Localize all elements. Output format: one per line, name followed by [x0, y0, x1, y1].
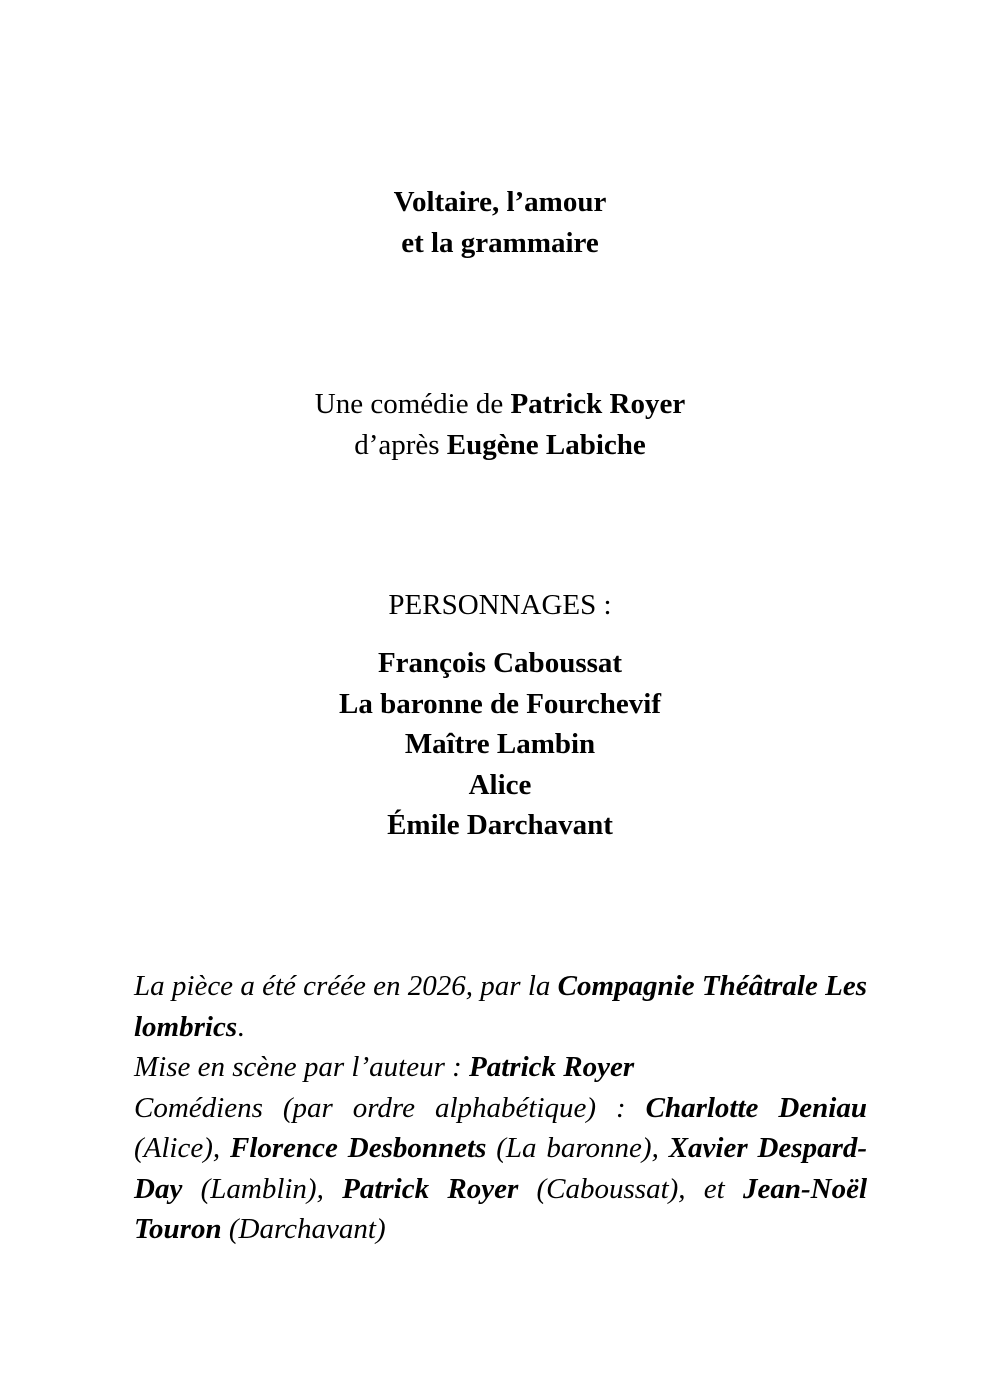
- byline-prefix: Une comédie de: [314, 388, 511, 420]
- title-line-2: et la grammaire: [401, 227, 599, 259]
- title-line-1: Voltaire, l’amour: [393, 186, 607, 218]
- play-title: [0, 182, 1000, 264]
- actor-name: Patrick Royer: [342, 1172, 519, 1205]
- character-name: Alice: [468, 768, 532, 801]
- actors-note: [134, 1088, 867, 1250]
- actor-role: (Darchavant): [221, 1213, 386, 1245]
- direction-note: [134, 1047, 867, 1088]
- byline: [0, 384, 1000, 466]
- company-name: Compagnie Théâtrale Les lombrics: [134, 970, 867, 1043]
- actor-role: (Lamblin),: [182, 1172, 343, 1205]
- character-name: Maître Lambin: [404, 728, 596, 760]
- production-credits: [134, 966, 867, 1250]
- creation-prefix: La pièce a été créée en 2026, par la: [134, 970, 558, 1002]
- author-name: Patrick Royer: [510, 388, 686, 420]
- actors-prefix: Comédiens (par ordre alphabétique) :: [134, 1091, 646, 1124]
- actor-name: Florence Desbonnets: [230, 1132, 487, 1164]
- direction-prefix: Mise en scène par l’auteur :: [134, 1051, 470, 1083]
- source-prefix: d’après: [354, 429, 447, 461]
- director-name: Patrick Royer: [469, 1051, 635, 1083]
- source-author-name: Eugène Labiche: [446, 429, 646, 461]
- cast-heading: PERSONNAGES :: [388, 589, 612, 621]
- creation-suffix: .: [237, 1010, 245, 1043]
- character-name: François Caboussat: [377, 647, 623, 679]
- actor-role: (Caboussat), et: [518, 1172, 743, 1205]
- byline-author-line: [0, 384, 1000, 425]
- actor-name: Charlotte Deniau: [645, 1091, 867, 1124]
- cast-list: [0, 643, 1000, 846]
- character-name: La baronne de Fourchevif: [339, 687, 661, 720]
- actor-name: Xavier Despard-Day: [134, 1132, 868, 1205]
- creation-note: [134, 966, 867, 1047]
- actor-role: (La baronne),: [486, 1132, 669, 1164]
- character-name: Émile Darchavant: [387, 809, 613, 841]
- actor-role: (Alice),: [134, 1132, 230, 1164]
- actor-name: Jean-Noël Touron: [134, 1172, 868, 1245]
- byline-source-line: [0, 425, 1000, 466]
